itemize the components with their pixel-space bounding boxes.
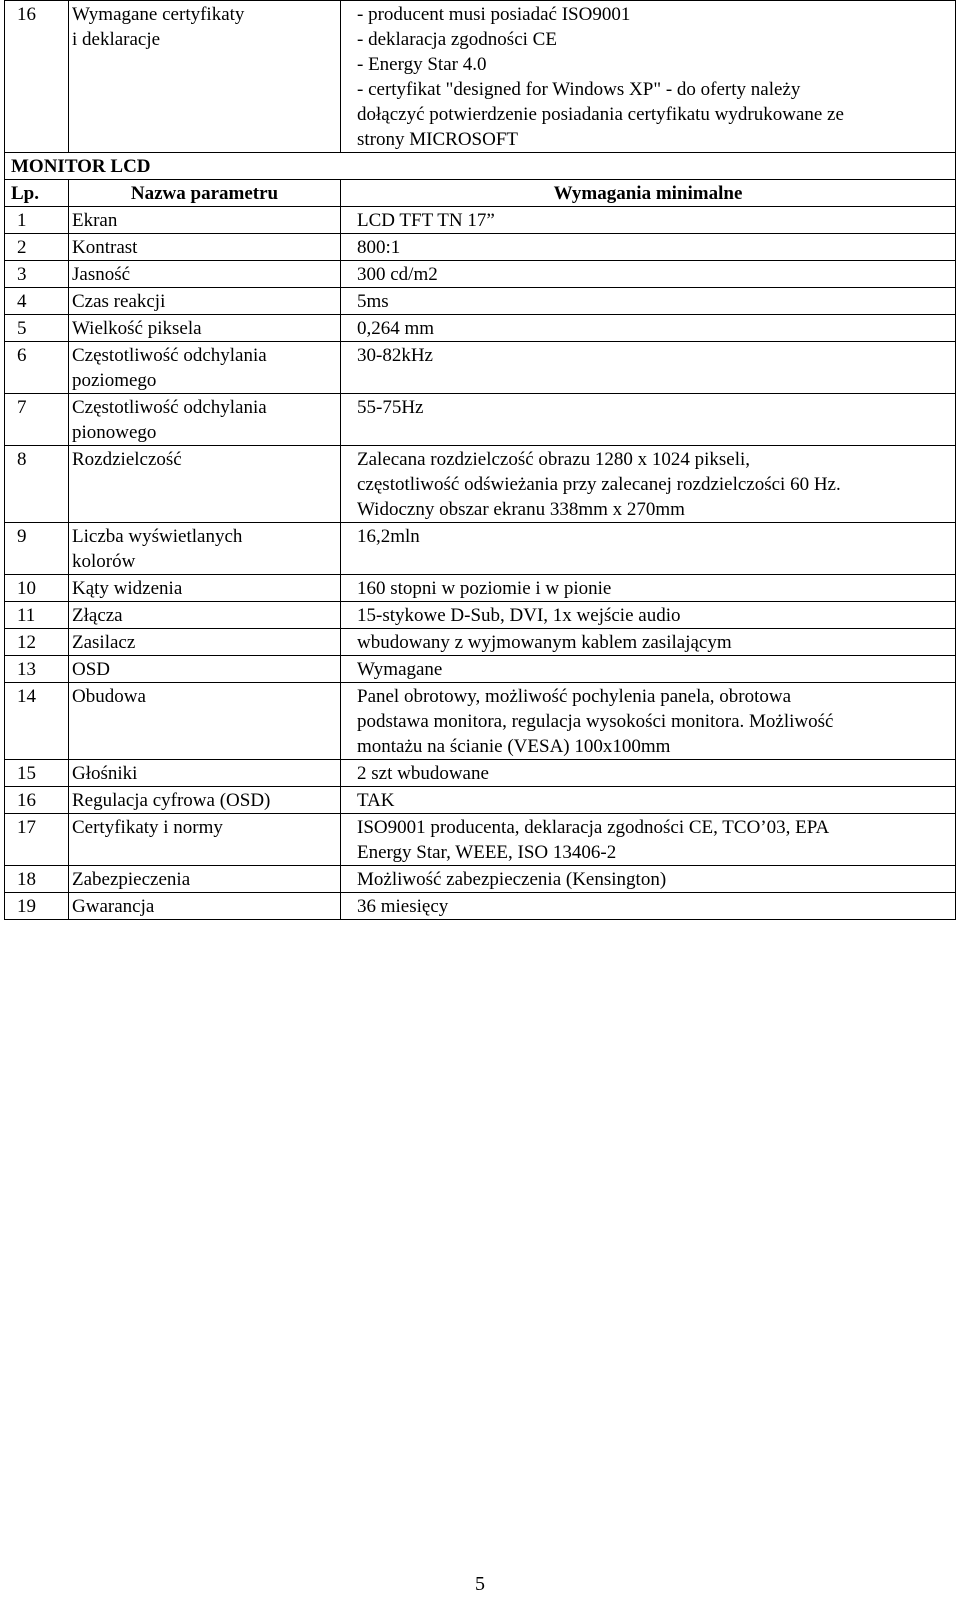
requirement-line: 16,2mln <box>357 526 420 547</box>
table-row <box>5 523 956 575</box>
parameter-name-line: Ekran <box>72 210 118 231</box>
requirement-value <box>341 866 956 893</box>
parameter-name-line: Wielkość piksela <box>72 318 202 339</box>
parameter-name <box>69 629 341 656</box>
header-row <box>5 180 956 207</box>
table-row <box>5 261 956 288</box>
table-row <box>5 866 956 893</box>
requirement-line: 15-stykowe D-Sub, DVI, 1x wejście audio <box>357 605 681 626</box>
row-number: 14 <box>5 683 69 760</box>
parameter-name-line: Gwarancja <box>72 896 155 917</box>
table-row <box>5 234 956 261</box>
requirement-value <box>341 787 956 814</box>
table-row <box>5 683 956 760</box>
row-number: 10 <box>5 575 69 602</box>
table-row <box>5 787 956 814</box>
requirement-value <box>341 288 956 315</box>
requirement-value <box>341 893 956 920</box>
row-number: 15 <box>5 760 69 787</box>
row-number: 6 <box>5 342 69 394</box>
parameter-name-line: kolorów <box>72 551 136 572</box>
table-row <box>5 288 956 315</box>
parameter-name <box>69 656 341 683</box>
requirement-line: 300 cd/m2 <box>357 264 438 285</box>
requirement-line: 160 stopni w poziomie i w pionie <box>357 578 612 599</box>
header-parameter-name: Nazwa parametru <box>69 180 341 207</box>
requirement-line: Energy Star, WEEE, ISO 13406-2 <box>357 842 617 863</box>
requirement-line: Widoczny obszar ekranu 338mm x 270mm <box>357 499 685 520</box>
requirement-value <box>341 814 956 866</box>
parameter-name-line: Certyfikaty i normy <box>72 817 223 838</box>
header-lp: Lp. <box>5 180 69 207</box>
requirement-value <box>341 602 956 629</box>
parameter-name-line: Czas reakcji <box>72 291 166 312</box>
table-row <box>5 602 956 629</box>
parameter-name-line: OSD <box>72 659 111 680</box>
requirement-line: Wymagane <box>357 659 443 680</box>
parameter-name <box>69 207 341 234</box>
requirement-value <box>341 760 956 787</box>
parameter-name-line: Kąty widzenia <box>72 578 183 599</box>
requirement-value <box>341 656 956 683</box>
row-number: 5 <box>5 315 69 342</box>
spec-table-body <box>5 1 956 920</box>
parameter-name <box>69 814 341 866</box>
parameter-name <box>69 760 341 787</box>
parameter-name-line: Głośniki <box>72 763 138 784</box>
parameter-name <box>69 575 341 602</box>
parameter-name-line: Liczba wyświetlanych <box>72 526 243 547</box>
parameter-name <box>69 261 341 288</box>
parameter-name-line: Zabezpieczenia <box>72 869 191 890</box>
requirement-value <box>341 1 956 153</box>
parameter-name-line: Złącza <box>72 605 123 626</box>
row-number: 16 <box>5 787 69 814</box>
row-number: 12 <box>5 629 69 656</box>
parameter-name <box>69 523 341 575</box>
requirement-value <box>341 394 956 446</box>
row-number: 1 <box>5 207 69 234</box>
parameter-name <box>69 394 341 446</box>
parameter-name <box>69 446 341 523</box>
table-row <box>5 893 956 920</box>
table-row <box>5 394 956 446</box>
requirement-value <box>341 234 956 261</box>
parameter-name <box>69 893 341 920</box>
section-row <box>5 153 956 180</box>
requirement-line: montażu na ścianie (VESA) 100x100mm <box>357 736 671 757</box>
section-title: MONITOR LCD <box>5 153 956 180</box>
row-number: 18 <box>5 866 69 893</box>
requirement-line: 36 miesięcy <box>357 896 449 917</box>
requirement-value <box>341 207 956 234</box>
row-number: 9 <box>5 523 69 575</box>
row-number: 16 <box>5 1 69 153</box>
table-row-top <box>5 1 956 153</box>
requirement-line: 55-75Hz <box>357 397 424 418</box>
page-number: 5 <box>475 1573 485 1595</box>
table-row <box>5 207 956 234</box>
requirement-line: LCD TFT TN 17” <box>357 210 495 231</box>
requirement-line: TAK <box>357 790 395 811</box>
parameter-name <box>69 1 341 153</box>
requirement-line: wbudowany z wyjmowanym kablem zasilającym <box>357 632 732 653</box>
table-row <box>5 315 956 342</box>
requirement-value <box>341 629 956 656</box>
row-number: 17 <box>5 814 69 866</box>
requirement-line: podstawa monitora, regulacja wysokości monitora. Możliwość <box>357 711 834 732</box>
parameter-name-line: Jasność <box>72 264 131 285</box>
requirement-line: Możliwość zabezpieczenia (Kensington) <box>357 869 667 890</box>
parameter-name-line: Rozdzielczość <box>72 449 182 470</box>
parameter-name-line: Częstotliwość odchylania <box>72 397 267 418</box>
row-number: 19 <box>5 893 69 920</box>
row-number: 8 <box>5 446 69 523</box>
parameter-name <box>69 787 341 814</box>
header-requirements: Wymagania minimalne <box>341 180 956 207</box>
requirement-line: 5ms <box>357 291 389 312</box>
requirement-line: - deklaracja zgodności CE <box>357 29 557 50</box>
requirement-value <box>341 446 956 523</box>
parameter-name <box>69 288 341 315</box>
row-number: 11 <box>5 602 69 629</box>
parameter-name <box>69 342 341 394</box>
parameter-name-line: Wymagane certyfikaty <box>72 4 245 25</box>
table-row <box>5 814 956 866</box>
requirement-line: - producent musi posiadać ISO9001 <box>357 4 631 25</box>
parameter-name <box>69 234 341 261</box>
requirement-line: dołączyć potwierdzenie posiadania certyfikatu wydrukowane ze <box>357 104 844 125</box>
requirement-line: Panel obrotowy, możliwość pochylenia panela, obrotowa <box>357 686 792 707</box>
table-row <box>5 575 956 602</box>
requirement-value <box>341 261 956 288</box>
requirement-line: ISO9001 producenta, deklaracja zgodności CE, TCO’03, EPA <box>357 817 830 838</box>
requirement-line: 0,264 mm <box>357 318 435 339</box>
row-number: 4 <box>5 288 69 315</box>
parameter-name-line: Regulacja cyfrowa (OSD) <box>72 790 271 811</box>
requirement-value <box>341 342 956 394</box>
row-number: 13 <box>5 656 69 683</box>
parameter-name <box>69 602 341 629</box>
requirement-line: 800:1 <box>357 237 401 258</box>
parameter-name-line: i deklaracje <box>72 29 161 50</box>
requirement-value <box>341 315 956 342</box>
parameter-name <box>69 683 341 760</box>
requirement-line: strony MICROSOFT <box>357 129 518 150</box>
parameter-name-line: Kontrast <box>72 237 138 258</box>
parameter-name <box>69 315 341 342</box>
requirement-value <box>341 575 956 602</box>
table-row <box>5 760 956 787</box>
spec-table <box>4 0 956 920</box>
parameter-name <box>69 866 341 893</box>
requirement-line: - Energy Star 4.0 <box>357 54 487 75</box>
parameter-name-line: Zasilacz <box>72 632 136 653</box>
table-row <box>5 446 956 523</box>
table-row <box>5 342 956 394</box>
row-number: 7 <box>5 394 69 446</box>
parameter-name-line: poziomego <box>72 370 157 391</box>
parameter-name-line: Częstotliwość odchylania <box>72 345 267 366</box>
requirement-line: Zalecana rozdzielczość obrazu 1280 x 1024 pikseli, <box>357 449 751 470</box>
row-number: 3 <box>5 261 69 288</box>
requirement-line: - certyfikat "designed for Windows XP" - do oferty należy <box>357 79 801 100</box>
requirement-line: 2 szt wbudowane <box>357 763 489 784</box>
table-row <box>5 656 956 683</box>
parameter-name-line: Obudowa <box>72 686 146 707</box>
table-row <box>5 629 956 656</box>
requirement-line: 30-82kHz <box>357 345 433 366</box>
requirement-value <box>341 683 956 760</box>
row-number: 2 <box>5 234 69 261</box>
requirement-line: częstotliwość odświeżania przy zalecanej rozdzielczości 60 Hz. <box>357 474 841 495</box>
parameter-name-line: pionowego <box>72 422 157 443</box>
requirement-value <box>341 523 956 575</box>
